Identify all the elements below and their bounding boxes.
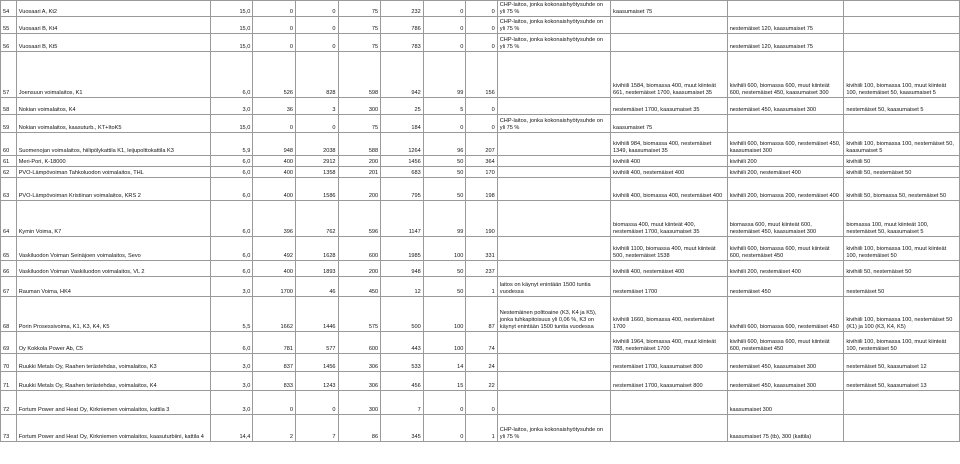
value-7: 24 bbox=[466, 354, 497, 372]
value-2: 396 bbox=[253, 201, 296, 237]
value-2: 1700 bbox=[253, 277, 296, 297]
value-4: 588 bbox=[338, 133, 381, 156]
value-2: 400 bbox=[253, 178, 296, 201]
value-4: 450 bbox=[338, 277, 381, 297]
limit-column-a: kaasumaiset 75 bbox=[611, 1, 728, 17]
value-6: 100 bbox=[423, 297, 466, 332]
value-6: 0 bbox=[423, 1, 466, 17]
limit-column-b: nestemäiset 450, kaasumaiset 300 bbox=[727, 98, 844, 115]
value-6: 100 bbox=[423, 332, 466, 354]
value-6: 0 bbox=[423, 17, 466, 34]
table-row bbox=[1, 297, 960, 332]
limit-column-a: nestemäiset 1700 bbox=[611, 277, 728, 297]
limit-column-b: kivihiili 600, biomassa 600, muut kiinteät 600, nestemäiset 450 bbox=[727, 237, 844, 261]
value-5: 1264 bbox=[381, 133, 424, 156]
row-number: 72 bbox=[1, 391, 17, 415]
row-number: 65 bbox=[1, 237, 17, 261]
note: CHP-laitos, jonka kokonaishyötysuhde on yli 75 % bbox=[497, 1, 610, 17]
limit-column-c: kivihiili 100, biomassa 100, muut kiinteät 100, nestemäiset 50 bbox=[844, 332, 960, 354]
plant-name: PVO-Lämpövoiman Tahkoluodon voimalaitos, THL bbox=[16, 167, 210, 178]
table-row bbox=[1, 237, 960, 261]
plant-name: Rauman Voima, HK4 bbox=[16, 277, 210, 297]
note bbox=[497, 167, 610, 178]
value-6: 5 bbox=[423, 98, 466, 115]
plant-name: Nokian voimalaitos, kaasuturb., KT+ItoK5 bbox=[16, 115, 210, 133]
value-5: 456 bbox=[381, 372, 424, 391]
plant-name: Vaskiluodon Voiman Seinäjoen voimalaitos, Sevo bbox=[16, 237, 210, 261]
value-4: 600 bbox=[338, 332, 381, 354]
limit-column-b: nestemäiset 120, kaasumaiset 75 bbox=[727, 17, 844, 34]
limit-column-a: kivihiili 1964, biomassa 400, muut kiinteät 788, nestemäiset 1700 bbox=[611, 332, 728, 354]
value-4: 86 bbox=[338, 415, 381, 442]
value-7: 87 bbox=[466, 297, 497, 332]
value-7: 74 bbox=[466, 332, 497, 354]
limit-column-c: nestemäiset 50, kaasumaiset 12 bbox=[844, 354, 960, 372]
value-5: 1985 bbox=[381, 237, 424, 261]
value-6: 100 bbox=[423, 237, 466, 261]
plant-name: Porin Prosessivoima, K1, K3, K4, K5 bbox=[16, 297, 210, 332]
value-2: 2 bbox=[253, 415, 296, 442]
value-4: 300 bbox=[338, 98, 381, 115]
table-row bbox=[1, 277, 960, 297]
value-3: 0 bbox=[295, 1, 338, 17]
value-2: 36 bbox=[253, 98, 296, 115]
value-3: 1628 bbox=[295, 237, 338, 261]
table-row bbox=[1, 354, 960, 372]
row-number: 57 bbox=[1, 52, 17, 98]
limit-column-a: kivihiili 400, biomassa 400, nestemäiset 400 bbox=[611, 178, 728, 201]
limit-column-a: kivihiili 400 bbox=[611, 156, 728, 167]
limit-column-b: kivihiili 600, biomassa 600, muut kiinteät 600, nestemäiset 450, kaasumaiset 300 bbox=[727, 52, 844, 98]
value-5: 786 bbox=[381, 17, 424, 34]
value-1: 5,9 bbox=[210, 133, 253, 156]
limit-column-b: nestemäiset 450, kaasumaiset 300 bbox=[727, 372, 844, 391]
value-7: 0 bbox=[466, 17, 497, 34]
limit-column-b: kivihiili 200 bbox=[727, 156, 844, 167]
limit-column-b: kivihiili 600, biomassa 600, nestemäiset 450 bbox=[727, 297, 844, 332]
row-number: 69 bbox=[1, 332, 17, 354]
note: CHP-laitos, jonka kokonaishyötysuhde on yli 75 % bbox=[497, 34, 610, 52]
value-1: 6,0 bbox=[210, 156, 253, 167]
limit-column-b: kivihiili 200, biomassa 200, nestemäiset 400 bbox=[727, 178, 844, 201]
limit-column-a: kivihiili 400, nestemäiset 400 bbox=[611, 261, 728, 277]
limit-column-a: biomassa 400, muut kiinteät 400, nestemäiset 1700, kaasumaiset 35 bbox=[611, 201, 728, 237]
row-number: 67 bbox=[1, 277, 17, 297]
value-5: 12 bbox=[381, 277, 424, 297]
table-row bbox=[1, 98, 960, 115]
plant-name: Nokian voimalaitos, K4 bbox=[16, 98, 210, 115]
note bbox=[497, 178, 610, 201]
value-1: 6,0 bbox=[210, 52, 253, 98]
table-row bbox=[1, 261, 960, 277]
limit-column-c: kivihiili 50, nestemäiset 50 bbox=[844, 167, 960, 178]
plant-name: Meri-Pori, K-18000 bbox=[16, 156, 210, 167]
note: CHP-laitos, jonka kokonaishyötysuhde on yli 75 % bbox=[497, 115, 610, 133]
value-7: 0 bbox=[466, 1, 497, 17]
limit-column-a: nestemäiset 1700, kaasumaiset 800 bbox=[611, 354, 728, 372]
value-6: 96 bbox=[423, 133, 466, 156]
note: Nestemäinen polttoaine (K3, K4 ja K5), jonka tuhkapitoisuus yli 0,06 %, K3 on käynyt enintään 1500 tuntia vuodessa bbox=[497, 297, 610, 332]
row-number: 60 bbox=[1, 133, 17, 156]
value-2: 781 bbox=[253, 332, 296, 354]
limit-column-b bbox=[727, 115, 844, 133]
value-2: 0 bbox=[253, 391, 296, 415]
value-2: 400 bbox=[253, 167, 296, 178]
value-3: 46 bbox=[295, 277, 338, 297]
limit-column-b: nestemäiset 450, kaasumaiset 300 bbox=[727, 354, 844, 372]
limit-column-c bbox=[844, 1, 960, 17]
note bbox=[497, 98, 610, 115]
value-7: 0 bbox=[466, 115, 497, 133]
value-3: 2038 bbox=[295, 133, 338, 156]
value-7: 1 bbox=[466, 277, 497, 297]
value-4: 306 bbox=[338, 372, 381, 391]
limit-column-b: kivihiili 200, nestemäiset 400 bbox=[727, 167, 844, 178]
row-number: 62 bbox=[1, 167, 17, 178]
limit-column-c bbox=[844, 391, 960, 415]
value-3: 0 bbox=[295, 391, 338, 415]
table-row bbox=[1, 52, 960, 98]
value-5: 184 bbox=[381, 115, 424, 133]
limit-column-a bbox=[611, 34, 728, 52]
table-row bbox=[1, 372, 960, 391]
table-row bbox=[1, 167, 960, 178]
plant-name: Joensuun voimalaitos, K1 bbox=[16, 52, 210, 98]
limit-column-a: kivihiili 400, nestemäiset 400 bbox=[611, 167, 728, 178]
table-row bbox=[1, 391, 960, 415]
value-1: 5,5 bbox=[210, 297, 253, 332]
value-4: 596 bbox=[338, 201, 381, 237]
value-3: 1446 bbox=[295, 297, 338, 332]
value-2: 0 bbox=[253, 17, 296, 34]
value-1: 3,0 bbox=[210, 391, 253, 415]
value-7: 1 bbox=[466, 415, 497, 442]
value-2: 833 bbox=[253, 372, 296, 391]
plant-name: Vuosaari A, Kt2 bbox=[16, 1, 210, 17]
value-5: 948 bbox=[381, 261, 424, 277]
plant-name: Ruukki Metals Oy, Raahen terästehdas, voimalaitos, K3 bbox=[16, 354, 210, 372]
limit-column-c: kivihiili 100, biomassa 100, nestemäiset 50 (K1) ja 100 (K3, K4, K5) bbox=[844, 297, 960, 332]
value-2: 492 bbox=[253, 237, 296, 261]
limit-column-b: kaasumaiset 75 (tb), 300 (kattila) bbox=[727, 415, 844, 442]
value-4: 575 bbox=[338, 297, 381, 332]
row-number: 66 bbox=[1, 261, 17, 277]
value-3: 1243 bbox=[295, 372, 338, 391]
value-1: 15,0 bbox=[210, 34, 253, 52]
value-7: 207 bbox=[466, 133, 497, 156]
note bbox=[497, 372, 610, 391]
row-number: 59 bbox=[1, 115, 17, 133]
value-1: 3,0 bbox=[210, 277, 253, 297]
value-6: 0 bbox=[423, 391, 466, 415]
note bbox=[497, 156, 610, 167]
value-7: 190 bbox=[466, 201, 497, 237]
value-6: 14 bbox=[423, 354, 466, 372]
value-3: 7 bbox=[295, 415, 338, 442]
value-2: 837 bbox=[253, 354, 296, 372]
value-1: 3,0 bbox=[210, 372, 253, 391]
row-number: 56 bbox=[1, 34, 17, 52]
value-1: 15,0 bbox=[210, 17, 253, 34]
value-3: 0 bbox=[295, 115, 338, 133]
limit-column-c: kivihiili 50 bbox=[844, 156, 960, 167]
value-3: 1893 bbox=[295, 261, 338, 277]
table-row bbox=[1, 201, 960, 237]
value-4: 75 bbox=[338, 34, 381, 52]
limit-column-c: nestemäiset 50, kaasumaiset 5 bbox=[844, 98, 960, 115]
value-5: 533 bbox=[381, 354, 424, 372]
note bbox=[497, 133, 610, 156]
row-number: 61 bbox=[1, 156, 17, 167]
plant-name: PVO-Lämpövoiman Kristiinan voimalaitos, KRS 2 bbox=[16, 178, 210, 201]
row-number: 63 bbox=[1, 178, 17, 201]
value-6: 50 bbox=[423, 156, 466, 167]
limit-column-c: kivihiili 100, biomassa 100, muut kiinteät 100, nestemäiset 50, kaasumaiset 5 bbox=[844, 52, 960, 98]
value-7: 198 bbox=[466, 178, 497, 201]
row-number: 71 bbox=[1, 372, 17, 391]
table-row bbox=[1, 156, 960, 167]
value-5: 7 bbox=[381, 391, 424, 415]
value-4: 200 bbox=[338, 156, 381, 167]
value-2: 0 bbox=[253, 34, 296, 52]
value-5: 443 bbox=[381, 332, 424, 354]
value-4: 75 bbox=[338, 115, 381, 133]
value-2: 400 bbox=[253, 156, 296, 167]
limit-column-c bbox=[844, 34, 960, 52]
value-7: 0 bbox=[466, 98, 497, 115]
value-6: 15 bbox=[423, 372, 466, 391]
note bbox=[497, 52, 610, 98]
limit-column-b: biomassa 600, muut kiinteät 600, nestemäiset 450, kaasumaiset 300 bbox=[727, 201, 844, 237]
table-row bbox=[1, 34, 960, 52]
value-4: 75 bbox=[338, 17, 381, 34]
value-6: 99 bbox=[423, 201, 466, 237]
value-3: 0 bbox=[295, 17, 338, 34]
value-2: 400 bbox=[253, 261, 296, 277]
value-1: 3,0 bbox=[210, 354, 253, 372]
plant-name: Suomenojan voimalaitos, hiilipölykattila K1, leijupolttokattila K3 bbox=[16, 133, 210, 156]
value-6: 0 bbox=[423, 34, 466, 52]
value-3: 1456 bbox=[295, 354, 338, 372]
value-7: 364 bbox=[466, 156, 497, 167]
limit-column-a: kivihiili 1660, biomassa 400, nestemäiset 1700 bbox=[611, 297, 728, 332]
value-6: 0 bbox=[423, 115, 466, 133]
limit-column-a: kivihiili 1584, biomassa 400, muut kiinteät 661, nestemäiset 1700, kaasumaiset 35 bbox=[611, 52, 728, 98]
plant-name: Fortum Power and Heat Oy, Kirkniemen voimalaitos, kaasuturbiini, kattila 4 bbox=[16, 415, 210, 442]
value-5: 232 bbox=[381, 1, 424, 17]
limit-column-a: kaasumaiset 75 bbox=[611, 115, 728, 133]
plant-name: Ruukki Metals Oy, Raahen terästehdas, voimalaitos, K4 bbox=[16, 372, 210, 391]
limit-column-a bbox=[611, 415, 728, 442]
table-row bbox=[1, 332, 960, 354]
value-3: 577 bbox=[295, 332, 338, 354]
value-1: 6,0 bbox=[210, 237, 253, 261]
value-7: 22 bbox=[466, 372, 497, 391]
value-2: 0 bbox=[253, 1, 296, 17]
value-7: 0 bbox=[466, 34, 497, 52]
value-5: 345 bbox=[381, 415, 424, 442]
note bbox=[497, 261, 610, 277]
value-3: 2912 bbox=[295, 156, 338, 167]
value-1: 3,0 bbox=[210, 98, 253, 115]
note bbox=[497, 391, 610, 415]
value-4: 598 bbox=[338, 52, 381, 98]
value-7: 331 bbox=[466, 237, 497, 261]
value-3: 1358 bbox=[295, 167, 338, 178]
value-4: 300 bbox=[338, 391, 381, 415]
limit-column-b bbox=[727, 1, 844, 17]
row-number: 54 bbox=[1, 1, 17, 17]
value-4: 600 bbox=[338, 237, 381, 261]
value-3: 828 bbox=[295, 52, 338, 98]
value-6: 50 bbox=[423, 178, 466, 201]
limit-column-b: kivihiili 600, biomassa 600, muut kiinteät 600, nestemäiset 450 bbox=[727, 332, 844, 354]
row-number: 64 bbox=[1, 201, 17, 237]
note: CHP-laitos, jonka kokonaishyötysuhde on yli 75 % bbox=[497, 17, 610, 34]
value-4: 200 bbox=[338, 178, 381, 201]
value-7: 170 bbox=[466, 167, 497, 178]
value-2: 0 bbox=[253, 115, 296, 133]
limit-column-c: kivihiili 50, nestemäiset 50 bbox=[844, 261, 960, 277]
value-2: 526 bbox=[253, 52, 296, 98]
value-2: 948 bbox=[253, 133, 296, 156]
limit-column-c bbox=[844, 415, 960, 442]
row-number: 58 bbox=[1, 98, 17, 115]
plant-name: Oy Kokkola Power Ab, C5 bbox=[16, 332, 210, 354]
note bbox=[497, 332, 610, 354]
plant-name: Vuosaari B, Kt5 bbox=[16, 34, 210, 52]
note bbox=[497, 354, 610, 372]
value-4: 75 bbox=[338, 1, 381, 17]
value-5: 942 bbox=[381, 52, 424, 98]
limit-column-a: nestemäiset 1700, kaasumaiset 800 bbox=[611, 372, 728, 391]
note: laitos on käynyt enintään 1500 tuntia vuodessa bbox=[497, 277, 610, 297]
table-row bbox=[1, 17, 960, 34]
value-5: 500 bbox=[381, 297, 424, 332]
value-2: 1662 bbox=[253, 297, 296, 332]
limit-column-a bbox=[611, 17, 728, 34]
value-1: 6,0 bbox=[210, 178, 253, 201]
value-5: 1456 bbox=[381, 156, 424, 167]
value-6: 50 bbox=[423, 167, 466, 178]
value-1: 6,0 bbox=[210, 167, 253, 178]
limit-column-b: kivihiili 200, nestemäiset 400 bbox=[727, 261, 844, 277]
value-4: 200 bbox=[338, 261, 381, 277]
plant-name: Fortum Power and Heat Oy, Kirkniemen voimalaitos, kattila 3 bbox=[16, 391, 210, 415]
table-row bbox=[1, 1, 960, 17]
table-row bbox=[1, 178, 960, 201]
row-number: 70 bbox=[1, 354, 17, 372]
plant-name: Vaskiluodon Voiman Vaskiluodon voimalaitos, VL 2 bbox=[16, 261, 210, 277]
value-3: 1586 bbox=[295, 178, 338, 201]
limit-column-c: kivihiili 50, biomassa 50, nestemäiset 50 bbox=[844, 178, 960, 201]
value-6: 50 bbox=[423, 277, 466, 297]
value-4: 201 bbox=[338, 167, 381, 178]
value-5: 795 bbox=[381, 178, 424, 201]
value-1: 15,0 bbox=[210, 1, 253, 17]
row-number: 73 bbox=[1, 415, 17, 442]
table-row bbox=[1, 115, 960, 133]
table-row bbox=[1, 133, 960, 156]
limit-column-b: kivihiili 600, biomassa 600, nestemäiset 450, kaasumaiset 300 bbox=[727, 133, 844, 156]
value-1: 6,0 bbox=[210, 332, 253, 354]
note bbox=[497, 237, 610, 261]
limit-column-c bbox=[844, 17, 960, 34]
value-6: 0 bbox=[423, 415, 466, 442]
value-5: 683 bbox=[381, 167, 424, 178]
plant-name: Kymin Voima, K7 bbox=[16, 201, 210, 237]
value-1: 6,0 bbox=[210, 261, 253, 277]
limit-column-a: nestemäiset 1700, kaasumaiset 35 bbox=[611, 98, 728, 115]
value-5: 783 bbox=[381, 34, 424, 52]
value-3: 0 bbox=[295, 34, 338, 52]
value-7: 237 bbox=[466, 261, 497, 277]
limit-column-b: kaasumaiset 300 bbox=[727, 391, 844, 415]
table-row bbox=[1, 415, 960, 442]
value-4: 306 bbox=[338, 354, 381, 372]
row-number: 55 bbox=[1, 17, 17, 34]
note bbox=[497, 201, 610, 237]
limit-column-c: nestemäiset 50 bbox=[844, 277, 960, 297]
limit-column-a: kivihiili 984, biomassa 400, nestemäiset 1349, kaasumaiset 35 bbox=[611, 133, 728, 156]
value-1: 14,4 bbox=[210, 415, 253, 442]
limit-column-c: nestemäiset 50, kaasumaiset 13 bbox=[844, 372, 960, 391]
value-7: 156 bbox=[466, 52, 497, 98]
value-5: 1147 bbox=[381, 201, 424, 237]
limit-column-c: kivihiili 100, biomassa 100, muut kiinteät 100, nestemäiset 50 bbox=[844, 237, 960, 261]
limit-column-a bbox=[611, 391, 728, 415]
value-5: 25 bbox=[381, 98, 424, 115]
note: CHP-laitos, jonka kokonaishyötysuhde on yli 75 % bbox=[497, 415, 610, 442]
limit-column-a: kivihiili 1100, biomassa 400, muut kiinteät 500, nestemäiset 1538 bbox=[611, 237, 728, 261]
value-3: 762 bbox=[295, 201, 338, 237]
row-number: 68 bbox=[1, 297, 17, 332]
limit-column-b: nestemäiset 120, kaasumaiset 75 bbox=[727, 34, 844, 52]
value-1: 6,0 bbox=[210, 201, 253, 237]
value-6: 50 bbox=[423, 261, 466, 277]
value-6: 99 bbox=[423, 52, 466, 98]
value-7: 0 bbox=[466, 391, 497, 415]
value-3: 3 bbox=[295, 98, 338, 115]
limit-column-c bbox=[844, 115, 960, 133]
value-1: 15,0 bbox=[210, 115, 253, 133]
limit-column-c: biomassa 100, muut kiinteät 100, nestemäiset 50, kaasumaiset 5 bbox=[844, 201, 960, 237]
limit-column-c: kivihiili 100, biomassa 100, nestemäiset 50, kaasumaiset 5 bbox=[844, 133, 960, 156]
plant-name: Vuosaari B, Kt4 bbox=[16, 17, 210, 34]
limit-column-b: nestemäiset 450 bbox=[727, 277, 844, 297]
